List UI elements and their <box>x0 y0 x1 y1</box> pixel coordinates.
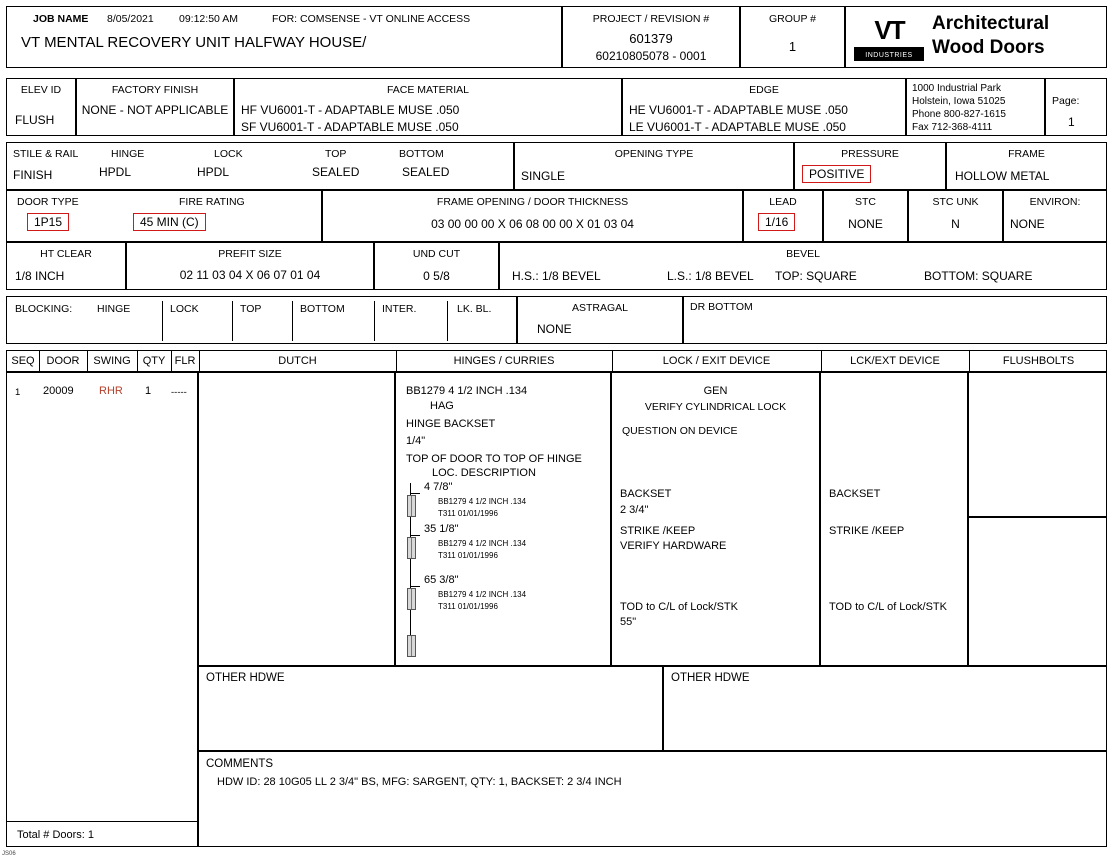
th-door: DOOR <box>46 355 80 367</box>
frame-opening-panel <box>322 190 743 242</box>
vt-logo-icon <box>854 13 924 61</box>
dr-bottom-label: DR BOTTOM <box>690 301 753 313</box>
pressure-panel <box>794 142 946 190</box>
dutch-cell <box>198 372 395 666</box>
stile-hinge-value: HPDL <box>99 165 132 179</box>
bevel-top: TOP: SQUARE <box>775 269 857 283</box>
lead-value: 1/16 <box>758 213 795 231</box>
stc-value: NONE <box>848 217 883 231</box>
frame-opening-value: 03 00 00 00 X 06 08 00 00 X 01 03 04 <box>431 217 634 231</box>
page-value: 1 <box>1068 115 1075 129</box>
th-swing: SWING <box>93 355 131 367</box>
blocking-item-lk-bl: LK. BL. <box>457 303 492 315</box>
prefit-size-value: 02 11 03 04 X 06 07 01 04 <box>179 268 321 282</box>
logo-line-1: Architectural <box>932 13 1050 34</box>
lock-question: QUESTION ON DEVICE <box>622 425 738 437</box>
lck-ext-device-cell <box>820 372 968 666</box>
door-type-label: DOOR TYPE <box>17 196 79 208</box>
th-qty: QTY <box>142 355 166 367</box>
address-line-2: Holstein, Iowa 51025 <box>912 96 1006 107</box>
pressure-value: POSITIVE <box>802 165 871 183</box>
factory-finish-panel <box>76 78 234 136</box>
lead-label: LEAD <box>769 196 797 208</box>
opening-type-label: OPENING TYPE <box>614 148 694 160</box>
door-type-fire-rating-panel <box>6 190 322 242</box>
environ-panel <box>1003 190 1107 242</box>
hinge-symbol-bottom <box>407 635 416 657</box>
edge-line-1: HE VU6001-T - ADAPTABLE MUSE .050 <box>629 103 848 117</box>
frame-label: FRAME <box>1008 148 1045 160</box>
opening-type-value: SINGLE <box>521 169 566 183</box>
stc-label: STC <box>855 196 876 208</box>
stile-top-label: TOP <box>325 148 347 160</box>
th-seq: SEQ <box>11 355 35 367</box>
blocking-item-bottom: BOTTOM <box>300 303 345 315</box>
logo-line-2: Wood Doors <box>932 37 1045 58</box>
hinge-loc-2: 35 1/8" <box>424 523 459 535</box>
page-label: Page: <box>1052 95 1080 107</box>
edge-panel <box>622 78 906 136</box>
th-dutch: DUTCH <box>278 355 317 367</box>
elev-id-label: ELEV ID <box>20 84 62 96</box>
job-date: 8/05/2021 <box>107 13 154 25</box>
bevel-high-side: H.S.: 1/8 BEVEL <box>512 269 601 283</box>
hinge-sub-3: T311 01/01/1996 <box>438 602 498 611</box>
total-doors: Total # Doors: 1 <box>17 829 95 841</box>
prefit-size-label: PREFIT SIZE <box>218 248 282 260</box>
elev-id-value: FLUSH <box>15 113 55 127</box>
hinge-loc-1: 4 7/8" <box>424 481 453 493</box>
lock-gen: GEN <box>703 385 728 397</box>
dr-bottom-panel <box>683 296 1107 344</box>
th-flr: FLR <box>174 355 196 367</box>
blocking-panel <box>6 296 517 344</box>
face-material-line-2: SF VU6001-T - ADAPTABLE MUSE .050 <box>241 120 459 134</box>
ht-clear-value: 1/8 INCH <box>15 269 65 283</box>
job-time: 09:12:50 AM <box>179 13 238 25</box>
astragal-panel <box>517 296 683 344</box>
hinge-desc-2: BB1279 4 1/2 INCH .134 <box>438 539 527 548</box>
stile-rail-label: STILE & RAIL <box>13 148 79 160</box>
edge-line-2: LE VU6001-T - ADAPTABLE MUSE .050 <box>629 120 846 134</box>
fire-rating-value: 45 MIN (C) <box>133 213 206 231</box>
environ-label: ENVIRON: <box>1029 196 1081 208</box>
project-revision-panel <box>562 6 740 68</box>
th-flushbolts: FLUSHBOLTS <box>1002 355 1075 367</box>
pressure-label: PRESSURE <box>841 148 899 160</box>
cell-flr: ----- <box>171 387 187 398</box>
frame-value: HOLLOW METAL <box>955 169 1050 183</box>
group-value: 1 <box>788 39 797 54</box>
bevel-low-side: L.S.: 1/8 BEVEL <box>667 269 754 283</box>
lock-backset-label: BACKSET <box>620 488 672 500</box>
fire-rating-label: FIRE RATING <box>179 196 245 208</box>
comments-panel <box>198 751 1107 847</box>
group-panel <box>740 6 845 68</box>
cell-qty: 1 <box>145 385 152 397</box>
group-label: GROUP # <box>768 13 817 25</box>
face-material-panel <box>234 78 622 136</box>
hinge-desc-3: BB1279 4 1/2 INCH .134 <box>438 590 527 599</box>
frame-panel <box>946 142 1107 190</box>
lock-backset-value: 2 3/4" <box>620 504 649 516</box>
lock-exit-device-cell <box>611 372 820 666</box>
stile-top-value: SEALED <box>312 165 360 179</box>
th-hinges: HINGES / CURRIES <box>453 355 555 367</box>
other-hdwe-panel-1 <box>198 666 663 751</box>
hinge-top-of-door-label: TOP OF DOOR TO TOP OF HINGE <box>406 453 582 465</box>
face-material-line-1: HF VU6001-T - ADAPTABLE MUSE .050 <box>241 103 460 117</box>
blocking-label: BLOCKING: <box>15 303 73 315</box>
bevel-label: BEVEL <box>786 248 820 260</box>
comments-label: COMMENTS <box>206 758 274 770</box>
cell-door: 20009 <box>43 385 74 397</box>
edge-label: EDGE <box>749 84 779 96</box>
hinge-sub-2: T311 01/01/1996 <box>438 551 498 560</box>
hinge-symbol-2 <box>407 537 416 559</box>
stile-rail-panel <box>6 142 514 190</box>
address-line-3: Phone 800-827-1615 <box>912 109 1006 120</box>
job-for: FOR: COMSENSE - VT ONLINE ACCESS <box>272 13 471 25</box>
table-header-row <box>6 350 1107 372</box>
hinge-backset-value: 1/4" <box>406 435 426 447</box>
und-cut-value: 0 5/8 <box>423 269 450 283</box>
vt-logo-sub: INDUSTRIES <box>865 52 913 59</box>
hinges-cell <box>395 372 611 666</box>
und-cut-panel <box>374 242 499 290</box>
blocking-item-lock: LOCK <box>170 303 199 315</box>
stile-lock-label: LOCK <box>214 148 243 160</box>
job-name-panel <box>6 6 562 68</box>
address-line-4: Fax 712-368-4111 <box>912 122 993 133</box>
comments-value: HDW ID: 28 10G05 LL 2 3/4" BS, MFG: SARGENT, QTY: 1, BACKSET: 2 3/4 INCH <box>217 776 622 788</box>
bevel-panel <box>499 242 1107 290</box>
astragal-value: NONE <box>537 322 572 336</box>
hinge-line-1: BB1279 4 1/2 INCH .134 <box>406 385 528 397</box>
logo-text <box>932 12 1049 60</box>
job-name-value: VT MENTAL RECOVERY UNIT HALFWAY HOUSE/ <box>21 34 367 51</box>
project-label: PROJECT / REVISION # <box>592 13 710 25</box>
frame-opening-label: FRAME OPENING / DOOR THICKNESS <box>436 196 629 208</box>
cell-seq: 1 <box>15 387 21 398</box>
opening-type-panel <box>514 142 794 190</box>
factory-finish-label: FACTORY FINISH <box>111 84 199 96</box>
table-row <box>6 372 198 847</box>
stc-unk-label: STC UNK <box>932 196 979 208</box>
th-lock-exit-device: LOCK / EXIT DEVICE <box>662 355 771 367</box>
stc-unk-value: N <box>951 217 960 231</box>
lock-strike-value: VERIFY HARDWARE <box>620 540 727 552</box>
stile-bottom-value: SEALED <box>402 165 450 179</box>
astragal-label: ASTRAGAL <box>571 302 629 314</box>
stile-rail-value: FINISH <box>13 168 53 182</box>
other-hdwe-label-1: OTHER HDWE <box>206 672 285 684</box>
hinge-sub-1: T311 01/01/1996 <box>438 509 498 518</box>
project-number: 601379 <box>629 31 673 46</box>
factory-finish-value: NONE - NOT APPLICABLE <box>81 103 229 117</box>
hinge-loc-desc-label: LOC. DESCRIPTION <box>432 467 536 479</box>
blocking-item-top: TOP <box>240 303 262 315</box>
other-hdwe-panel-2 <box>663 666 1107 751</box>
vt-logo-panel <box>845 6 1107 68</box>
hinge-symbol-3 <box>407 588 416 610</box>
page-code: JS06 <box>2 851 16 857</box>
ht-clear-label: HT CLEAR <box>40 248 92 260</box>
blocking-item-hinge: HINGE <box>97 303 131 315</box>
job-name-label: JOB NAME <box>33 13 89 25</box>
blocking-item-inter: INTER. <box>382 303 417 315</box>
address-line-1: 1000 Industrial Park <box>912 83 1001 94</box>
lock-strike-label: STRIKE /KEEP <box>620 525 696 537</box>
ht-clear-panel <box>6 242 126 290</box>
flushbolts-cell-upper <box>968 372 1107 517</box>
lock-tod-value: 55" <box>620 616 637 628</box>
und-cut-label: UND CUT <box>412 248 461 260</box>
flushbolts-cell-lower <box>968 517 1107 666</box>
hinge-backset-label: HINGE BACKSET <box>406 418 496 430</box>
stc-unk-panel <box>908 190 1003 242</box>
th-lck-ext-device: LCK/EXT DEVICE <box>850 355 940 367</box>
lock-tod-label: TOD to C/L of Lock/STK <box>620 601 738 613</box>
hinge-desc-1: BB1279 4 1/2 INCH .134 <box>438 497 527 506</box>
hinge-symbol-1 <box>407 495 416 517</box>
lck-backset-label: BACKSET <box>829 488 881 500</box>
other-hdwe-label-2: OTHER HDWE <box>671 672 750 684</box>
stile-lock-value: HPDL <box>197 165 230 179</box>
stile-hinge-label: HINGE <box>111 148 145 160</box>
project-revision: 60210805078 - 0001 <box>595 49 707 63</box>
page-panel <box>1045 78 1107 136</box>
stc-panel <box>823 190 908 242</box>
hinge-line-2: HAG <box>430 400 454 412</box>
lck-strike-label: STRIKE /KEEP <box>829 525 905 537</box>
cell-swing: RHR <box>99 385 123 397</box>
prefit-size-panel <box>126 242 374 290</box>
lead-panel <box>743 190 823 242</box>
lck-tod-label: TOD to C/L of Lock/STK <box>829 601 947 613</box>
environ-value: NONE <box>1010 217 1045 231</box>
company-address-panel <box>906 78 1045 136</box>
bevel-bottom: BOTTOM: SQUARE <box>924 269 1033 283</box>
lock-verify: VERIFY CYLINDRICAL LOCK <box>644 401 787 413</box>
vt-logo-letters: VT <box>854 13 924 47</box>
face-material-label: FACE MATERIAL <box>386 84 470 96</box>
door-type-value: 1P15 <box>27 213 69 231</box>
door-schedule-sheet <box>6 6 1107 849</box>
stile-bottom-label: BOTTOM <box>399 148 444 160</box>
elev-id-panel <box>6 78 76 136</box>
hinge-loc-3: 65 3/8" <box>424 574 459 586</box>
